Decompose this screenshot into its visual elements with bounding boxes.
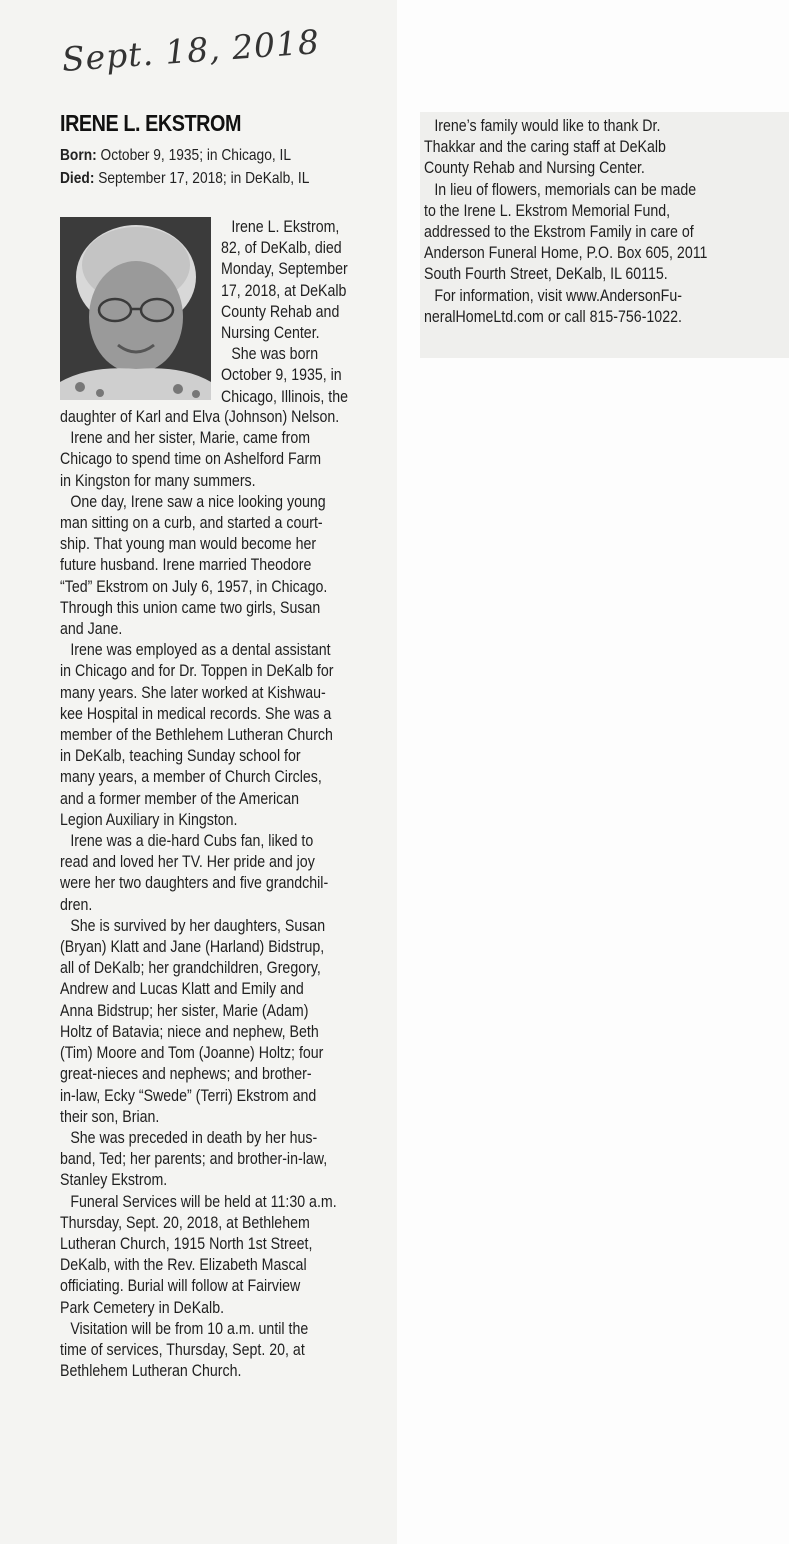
text-line: Irene L. Ekstrom,: [231, 218, 340, 236]
died-value: September 17, 2018; in DeKalb, IL: [98, 170, 310, 187]
text-line: 82, of DeKalb, died: [221, 239, 342, 258]
text-line: (Bryan) Klatt and Jane (Harland) Bidstrup,: [60, 938, 325, 957]
left-column-text: [60, 407, 339, 1382]
text-line: future husband. Irene married Theodore: [60, 556, 312, 575]
text-line: October 9, 1935, in: [221, 366, 342, 385]
text-line: dren.: [60, 895, 93, 914]
text-line: Thursday, Sept. 20, 2018, at Bethlehem: [60, 1213, 310, 1232]
text-line: Bethlehem Lutheran Church.: [60, 1362, 242, 1381]
text-line: Lutheran Church, 1915 North 1st Street,: [60, 1234, 313, 1253]
text-line: kee Hospital in medical records. She was a: [60, 704, 332, 723]
died-label: Died:: [60, 170, 95, 187]
text-line: time of services, Thursday, Sept. 20, at: [60, 1340, 305, 1359]
text-line: Anderson Funeral Home, P.O. Box 605, 2011: [424, 244, 708, 263]
text-line: in Kingston for many summers.: [60, 471, 256, 490]
text-line: in Chicago and for Dr. Toppen in DeKalb for: [60, 662, 334, 681]
text-line: officiating. Burial will follow at Fairview: [60, 1277, 301, 1296]
text-line: In lieu of flowers, memorials can be made: [434, 180, 697, 199]
text-line: Chicago, Illinois, the: [221, 387, 348, 406]
text-line: One day, Irene saw a nice looking young: [70, 492, 326, 511]
text-line: Nursing Center.: [221, 324, 320, 343]
text-line: all of DeKalb; her grandchildren, Gregory,: [60, 959, 321, 978]
handwritten-date: Sept. 18, 2018: [60, 22, 322, 79]
text-line: great-nieces and nephews; and brother-: [60, 1065, 312, 1084]
obituary-name: IRENE L. EKSTROM: [60, 110, 242, 136]
text-line: South Fourth Street, DeKalb, IL 60115.: [424, 265, 668, 284]
died-line: [60, 170, 387, 188]
text-line: Stanley Ekstrom.: [60, 1171, 168, 1190]
portrait-photo-image: [60, 217, 211, 400]
text-line: Andrew and Lucas Klatt and Emily and: [60, 980, 304, 999]
text-line: daughter of Karl and Elva (Johnson) Nelson.: [60, 408, 340, 426]
text-line: Anna Bidstrup; her sister, Marie (Adam): [60, 1001, 309, 1020]
text-line: DeKalb, with the Rev. Elizabeth Mascal: [60, 1256, 307, 1275]
text-line: Holtz of Batavia; niece and nephew, Beth: [60, 1022, 319, 1041]
portrait-photo: [60, 217, 211, 400]
text-line: Thakkar and the caring staff at DeKalb: [424, 138, 666, 157]
text-line: Funeral Services will be held at 11:30 a.m.: [70, 1192, 337, 1211]
text-line: She was preceded in death by her hus-: [70, 1128, 318, 1147]
born-label: Born:: [60, 147, 97, 164]
text-line: band, Ted; her parents; and brother-in-law,: [60, 1150, 328, 1169]
text-line: Through this union came two girls, Susan: [60, 598, 321, 617]
text-line: neralHomeLtd.com or call 815-756-1022.: [424, 307, 682, 326]
text-line: many years. She later worked at Kishwau-: [60, 683, 326, 702]
text-line: to the Irene L. Ekstrom Memorial Fund,: [424, 201, 671, 220]
text-line: and a former member of the American: [60, 789, 299, 808]
text-line: Irene was a die-hard Cubs fan, liked to: [70, 832, 314, 851]
born-line: [60, 147, 387, 165]
text-line: member of the Bethlehem Lutheran Church: [60, 726, 333, 745]
text-line: and Jane.: [60, 620, 123, 639]
text-line: ship. That young man would become her: [60, 535, 317, 554]
text-line: their son, Brian.: [60, 1107, 160, 1126]
text-line: man sitting on a curb, and started a court-: [60, 514, 323, 533]
text-line: “Ted” Ekstrom on July 6, 1957, in Chicago.: [60, 577, 328, 596]
text-line: Irene and her sister, Marie, came from: [70, 429, 311, 448]
text-line: Irene was employed as a dental assistant: [70, 641, 331, 660]
text-line: many years, a member of Church Circles,: [60, 768, 322, 787]
text-line: (Tim) Moore and Tom (Joanne) Holtz; four: [60, 1044, 324, 1063]
born-value: October 9, 1935; in Chicago, IL: [100, 147, 291, 164]
text-line: Chicago to spend time on Ashelford Farm: [60, 450, 322, 469]
text-line: County Rehab and Nursing Center.: [424, 159, 645, 178]
text-line: County Rehab and: [221, 302, 340, 321]
text-line: in-law, Ecky “Swede” (Terri) Ekstrom and: [60, 1086, 317, 1105]
text-line: She was born: [231, 345, 319, 364]
text-line: 17, 2018, at DeKalb: [221, 281, 347, 300]
right-column-text: [424, 116, 707, 328]
text-line: Legion Auxiliary in Kingston.: [60, 810, 238, 829]
text-line: were her two daughters and five grandchil-: [60, 874, 329, 893]
text-line: Visitation will be from 10 a.m. until the: [70, 1319, 309, 1338]
text-line: Monday, September: [221, 260, 348, 279]
beside-photo-text: [221, 217, 348, 408]
text-line: read and loved her TV. Her pride and joy: [60, 853, 315, 872]
text-line: Park Cemetery in DeKalb.: [60, 1298, 225, 1317]
text-line: in DeKalb, teaching Sunday school for: [60, 747, 301, 766]
text-line: Irene’s family would like to thank Dr.: [434, 117, 661, 135]
text-line: addressed to the Ekstrom Family in care of: [424, 223, 694, 242]
text-line: She is survived by her daughters, Susan: [70, 916, 326, 935]
text-line: For information, visit www.AndersonFu-: [434, 286, 682, 305]
